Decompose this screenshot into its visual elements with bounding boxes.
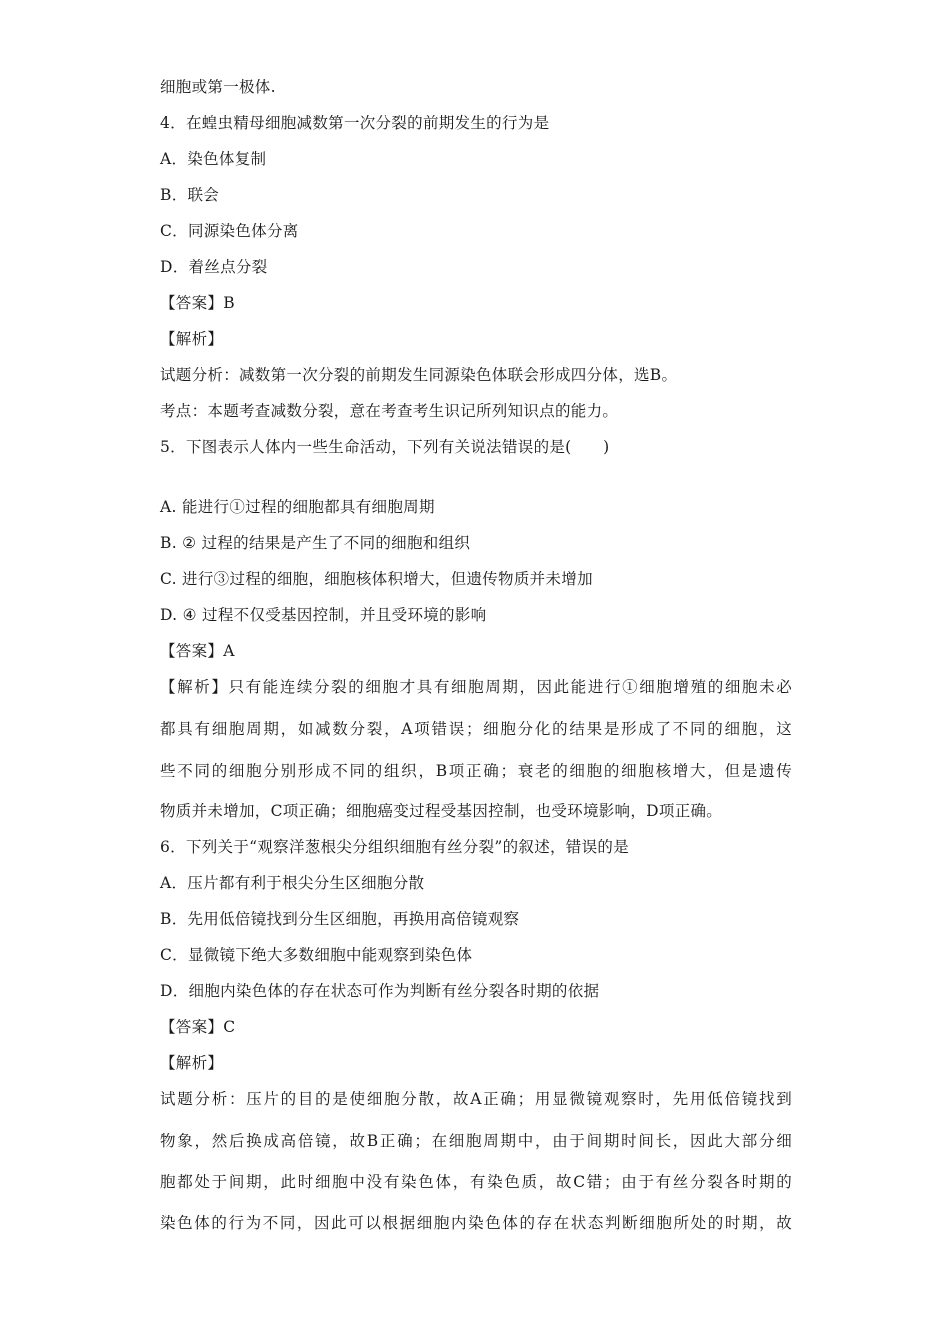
question-5-analysis-line: 都具有细胞周期，如减数分裂，A项错误；细胞分化的结果是形成了不同的细胞，这	[160, 720, 792, 738]
question-4-option-a: A．染色体复制	[160, 150, 267, 168]
question-4-answer: 【答案】B	[160, 294, 235, 312]
question-5-answer: 【答案】A	[160, 642, 235, 660]
question-6-option-d: D．细胞内染色体的存在状态可作为判断有丝分裂各时期的依据	[160, 982, 600, 1000]
question-6-option-c: C．显微镜下绝大多数细胞中能观察到染色体	[160, 946, 473, 964]
question-5-option-a: A. 能进行①过程的细胞都具有细胞周期	[160, 498, 435, 516]
question-6-answer: 【答案】C	[160, 1018, 236, 1036]
question-4-option-b: B．联会	[160, 186, 220, 204]
question-5-option-d: D. ④ 过程不仅受基因控制，并且受环境的影响	[160, 606, 487, 624]
question-4-knowledge-point: 考点：本题考查减数分裂，意在考查考生识记所列知识点的能力。	[160, 402, 619, 420]
question-4-analysis-heading: 【解析】	[160, 330, 224, 348]
question-4-stem: 4．在蝗虫精母细胞减数第一次分裂的前期发生的行为是	[160, 114, 550, 132]
question-5-option-c: C. 进行③过程的细胞，细胞核体积增大，但遗传物质并未增加	[160, 570, 593, 588]
question-5-analysis-line: 【解析】只有能连续分裂的细胞才具有细胞周期，因此能进行①细胞增殖的细胞未必	[160, 678, 792, 696]
question-6-analysis-line: 染色体的行为不同，因此可以根据细胞内染色体的存在状态判断细胞所处的时期，故	[160, 1214, 792, 1232]
text-line: 细胞或第一极体.	[160, 78, 276, 96]
question-4-option-c: C．同源染色体分离	[160, 222, 299, 240]
question-5-analysis-line: 些不同的细胞分别形成不同的组织，B项正确；衰老的细胞的细胞核增大，但是遗传	[160, 762, 792, 780]
question-6-option-b: B．先用低倍镜找到分生区细胞，再换用高倍镜观察	[160, 910, 520, 928]
question-5-stem: 5．下图表示人体内一些生命活动，下列有关说法错误的是( )	[160, 438, 610, 456]
question-5-option-b: B. ② 过程的结果是产生了不同的细胞和组织	[160, 534, 471, 552]
question-6-analysis-line: 试题分析：压片的目的是使细胞分散，故A正确；用显微镜观察时，先用低倍镜找到	[160, 1090, 792, 1108]
question-6-analysis-line: 胞都处于间期，此时细胞中没有染色体，有染色质，故C错；由于有丝分裂各时期的	[160, 1173, 792, 1191]
question-4-option-d: D．着丝点分裂	[160, 258, 268, 276]
question-6-stem: 6．下列关于“观察洋葱根尖分组织细胞有丝分裂”的叙述，错误的是	[160, 838, 630, 856]
question-4-analysis: 试题分析：减数第一次分裂的前期发生同源染色体联会形成四分体，选B。	[160, 366, 678, 384]
question-6-analysis-line: 物象，然后换成高倍镜，故B正确；在细胞周期中，由于间期时间长，因此大部分细	[160, 1132, 792, 1150]
question-5-analysis-line: 物质并未增加，C项正确；细胞癌变过程受基因控制，也受环境影响，D项正确。	[160, 802, 723, 820]
question-6-analysis-heading: 【解析】	[160, 1054, 224, 1072]
question-6-option-a: A．压片都有利于根尖分生区细胞分散	[160, 874, 425, 892]
